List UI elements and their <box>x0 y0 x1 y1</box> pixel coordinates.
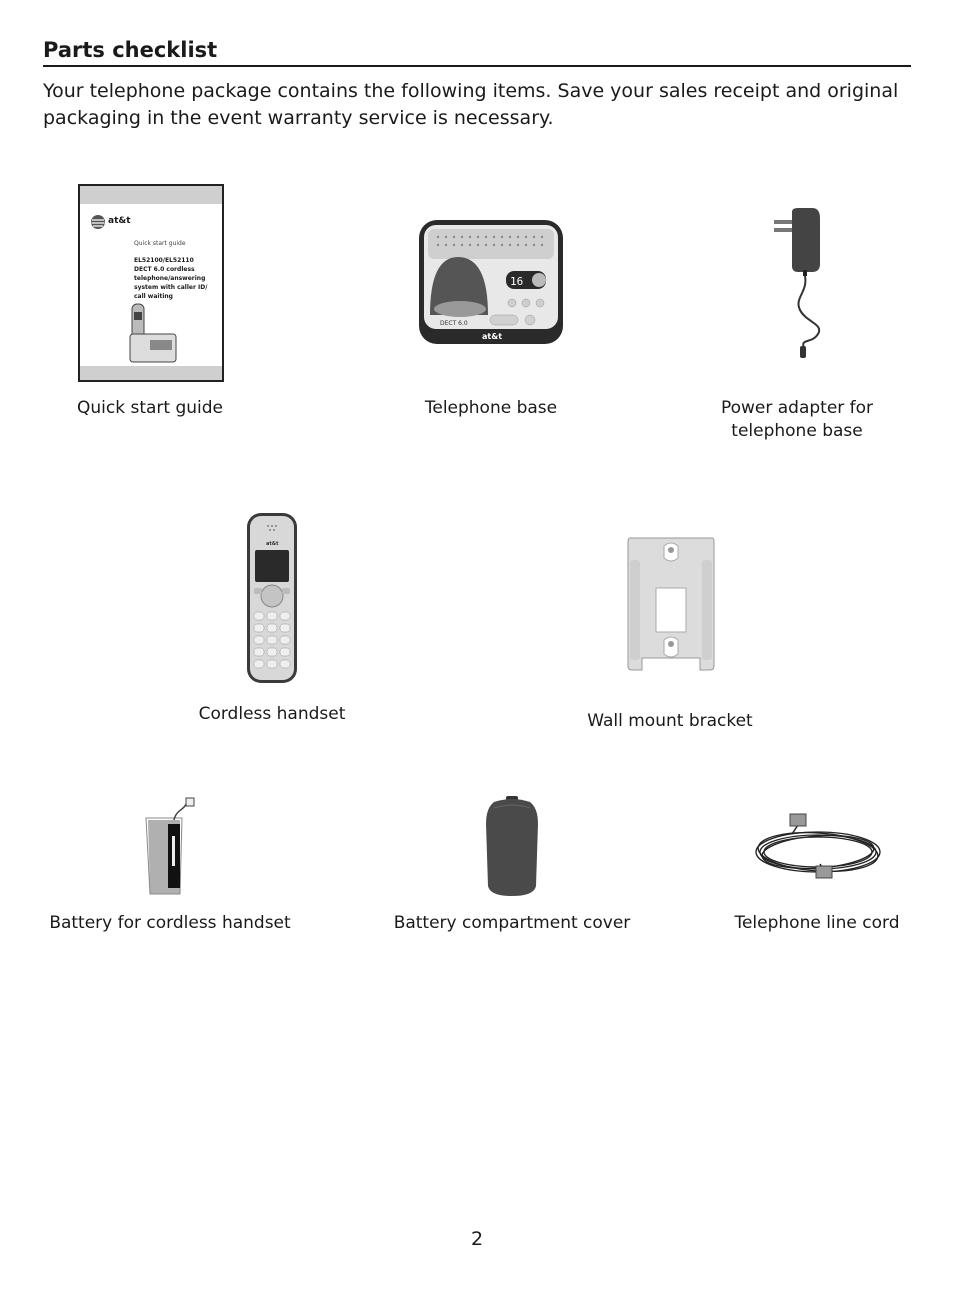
caption-battery-cover: Battery compartment cover <box>393 913 631 933</box>
page-number: 2 <box>470 1228 484 1250</box>
cordless-handset-image <box>246 512 298 684</box>
intro-paragraph: Your telephone package contains the following items. Save your sales receipt and original packaging in the event warranty service is necessary. <box>43 80 899 129</box>
base-brand-label: at&t <box>482 332 503 341</box>
booklet-logo: at&t <box>108 216 131 226</box>
wall-mount-bracket-image <box>626 536 716 672</box>
telephone-base-image <box>418 219 564 345</box>
base-display-digits: 16 <box>510 275 524 288</box>
line-cord-image <box>752 812 884 884</box>
att-logo-icon <box>90 214 106 230</box>
booklet-model-text: EL52100/EL52110 DECT 6.0 cordless telephone/answering system with caller ID/ call waiting <box>134 257 208 300</box>
caption-power-adapter: Power adapter for telephone base <box>720 398 874 441</box>
caption-wall-mount-bracket: Wall mount bracket <box>587 711 753 731</box>
base-dect-label: DECT 6.0 <box>440 320 468 327</box>
caption-quick-start-guide: Quick start guide <box>76 398 223 418</box>
booklet-phone-thumbnail <box>128 302 178 366</box>
caption-telephone-base: Telephone base <box>424 398 558 418</box>
caption-line-cord: Telephone line cord <box>734 913 900 933</box>
battery-image <box>144 796 198 898</box>
section-title: Parts checklist <box>43 38 911 67</box>
handset-brand-label: at&t <box>266 541 279 547</box>
power-adapter-image <box>770 206 826 362</box>
battery-cover-image <box>484 794 540 898</box>
caption-cordless-handset: Cordless handset <box>198 704 346 724</box>
quick-start-guide-image <box>78 184 224 382</box>
booklet-label: Quick start guide <box>134 240 186 247</box>
caption-battery: Battery for cordless handset <box>49 913 291 933</box>
